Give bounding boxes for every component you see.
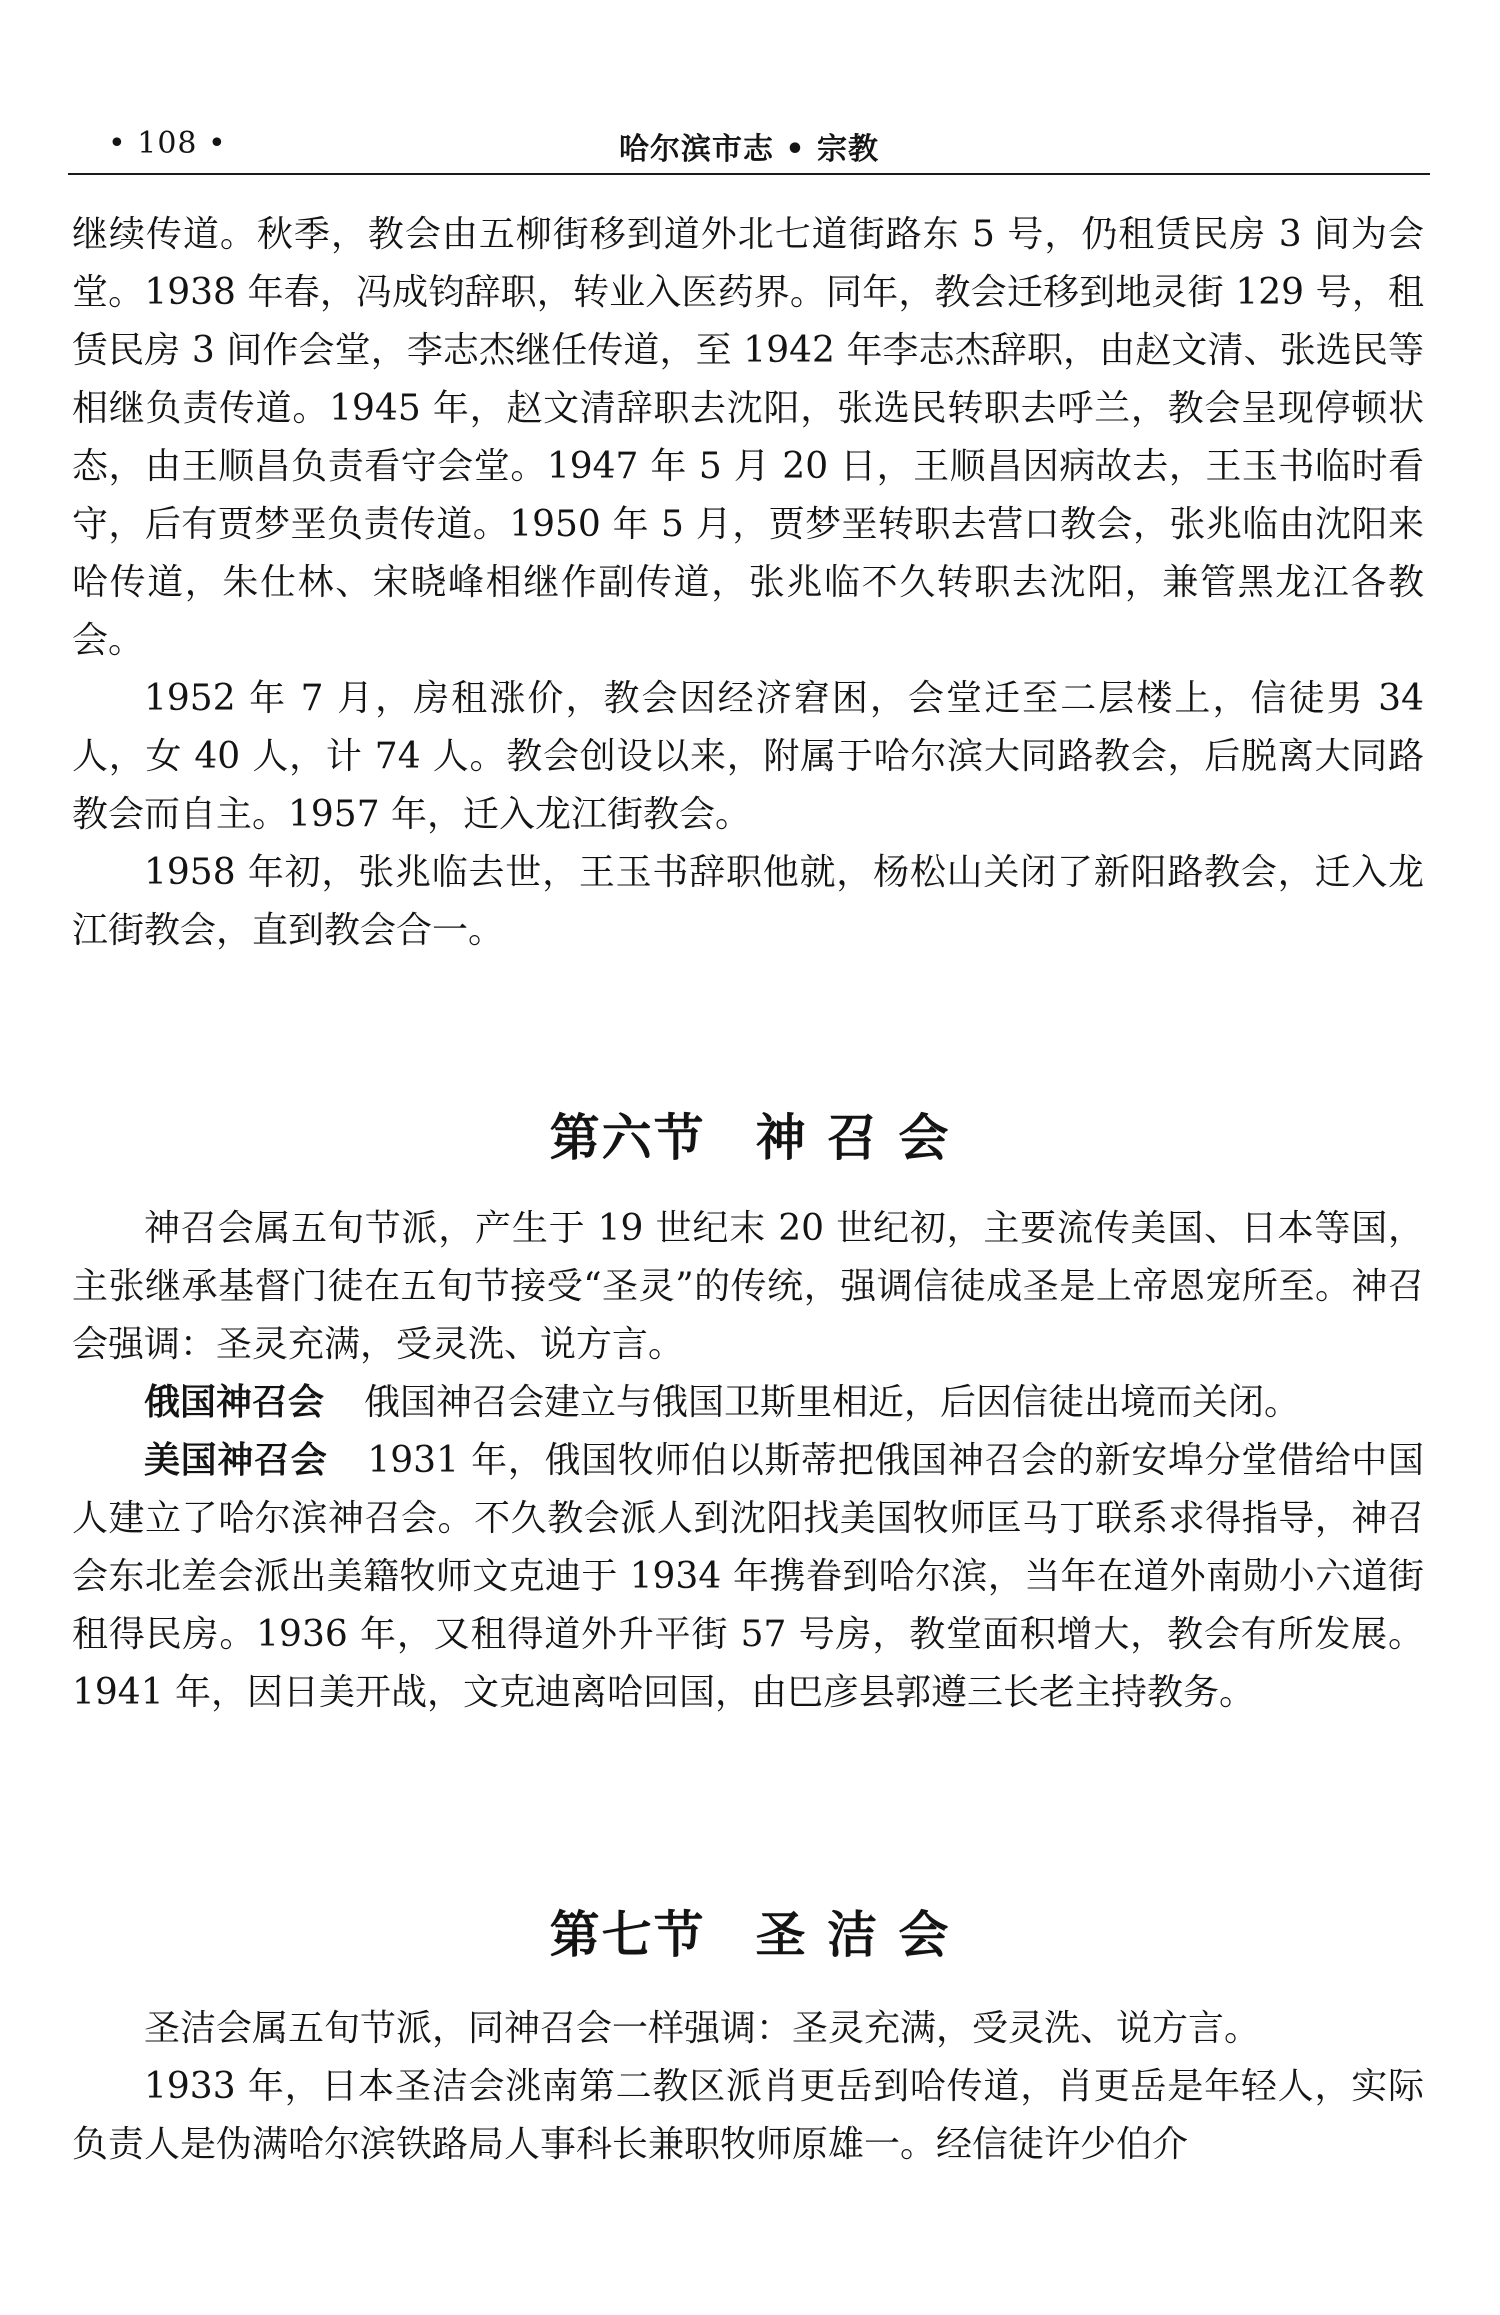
continued-text-block xyxy=(72,206,1424,960)
entry-text: 俄国神召会建立与俄国卫斯里相近，后因信徒出境而关闭。 xyxy=(364,1382,1301,1423)
paragraph-continued: 继续传道。秋季，教会由五柳街移到道外北七道街路东 5 号，仍租赁民房 3 间为会堂。1938 年春，冯成钧辞职，转业入医药界。同年，教会迁移到地灵街 129 号，租赁民房 3 间作会堂，李志杰继任传道，至 1942 年李志杰辞职，由赵文清、张选民等相继负责传道。1945 年，赵文清辞职去沈阳，张选民转职去呼兰，教会呈现停顿状态，由王顺昌负责看守会堂。1947 年 5 月 20 日，王顺昌因病故去，王玉书临时看守，后有贾梦垩负责传道。1950 年 5 月，贾梦垩转职去营口教会，张兆临由沈阳来哈传道，朱仕林、宋晓峰相继作副传道，张兆临不久转职去沈阳，兼管黑龙江各教会。 xyxy=(72,214,1424,661)
section-heading-7 xyxy=(0,1895,1500,1967)
paragraph: 圣洁会属五旬节派，同神召会一样强调：圣灵充满，受灵洗、说方言。 xyxy=(144,2008,1261,2049)
header-rule xyxy=(68,173,1430,175)
entry-text: 1931 年，俄国牧师伯以斯蒂把俄国神召会的新安埠分堂借给中国人建立了哈尔滨神召会。不久教会派人到沈阳找美国牧师匡马丁联系求得指导，神召会东北差会派出美籍牧师文克迪于 1934 年携眷到哈尔滨，当年在道外南勋小六道街租得民房。1936 年，又租得道外升平街 57 号房，教堂面积增大，教会有所发展。1941 年，因日美开战，文克迪离哈回国，由巴彦县郭遵三长老主持教务。 xyxy=(72,1440,1424,1713)
section-number: 第六节 xyxy=(549,1109,706,1167)
paragraph: 神召会属五旬节派，产生于 19 世纪末 20 世纪初，主要流传美国、日本等国，主张继承基督门徒在五旬节接受“圣灵”的传统，强调信徒成圣是上帝恩宠所至。神召会强调：圣灵充满，受灵洗、说方言。 xyxy=(72,1208,1424,1365)
paragraph: 1958 年初，张兆临去世，王玉书辞职他就，杨松山关闭了新阳路教会，迁入龙江街教会，直到教会合一。 xyxy=(72,852,1424,951)
section-heading-6 xyxy=(0,1098,1500,1170)
section-number: 第七节 xyxy=(549,1906,706,1964)
section-title: 圣 洁 会 xyxy=(755,1906,951,1964)
entry-paragraph xyxy=(72,1374,1424,1432)
entry-paragraph xyxy=(72,1432,1424,1722)
section-7-body xyxy=(72,2000,1424,2174)
section-title: 神 召 会 xyxy=(755,1109,951,1167)
entry-term: 俄国神召会 xyxy=(144,1382,325,1423)
entry-term: 美国神召会 xyxy=(144,1440,328,1481)
paragraph: 1952 年 7 月，房租涨价，教会因经济窘困，会堂迁至二层楼上，信徒男 34 人，女 40 人，计 74 人。教会创设以来，附属于哈尔滨大同路教会，后脱离大同路教会而自主。1957 年，迁入龙江街教会。 xyxy=(72,678,1424,835)
page-header xyxy=(68,120,1430,170)
page-number: • 108 • xyxy=(108,126,227,161)
running-title: 哈尔滨市志 • 宗教 xyxy=(618,132,880,167)
paragraph: 1933 年，日本圣洁会洮南第二教区派肖更岳到哈传道，肖更岳是年轻人，实际负责人是伪满哈尔滨铁路局人事科长兼职牧师原雄一。经信徒许少伯介 xyxy=(72,2066,1424,2165)
section-6-body xyxy=(72,1200,1424,1722)
